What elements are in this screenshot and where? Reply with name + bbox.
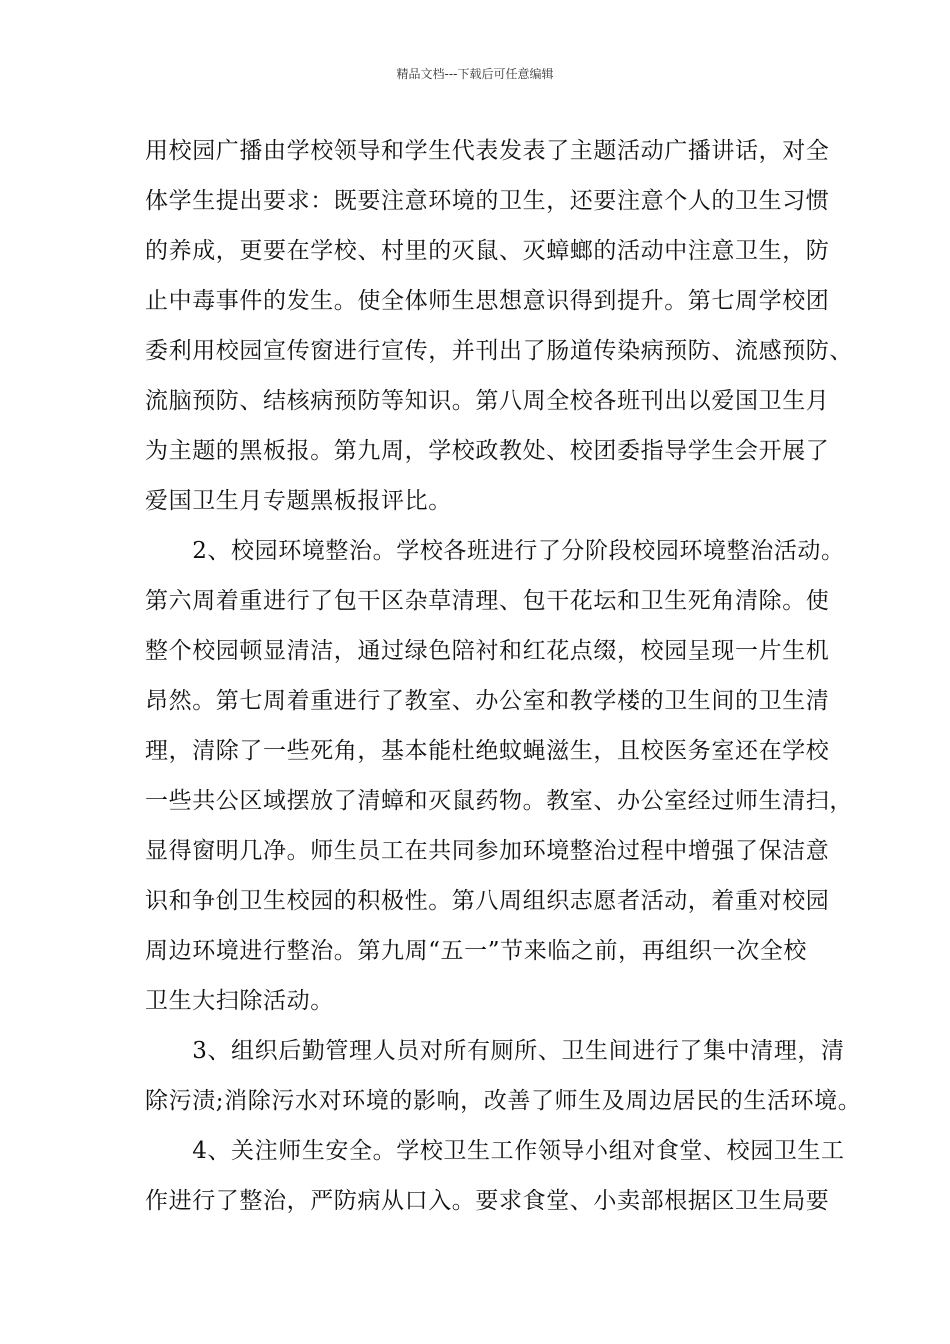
text-line: 委利用校园宣传窗进行宣传，并刊出了肠道传染病预防、流感预防、 (145, 338, 853, 364)
text-line: 爱国卫生月专题黑板报评比。 (145, 488, 452, 514)
text-line: 4、关注师生安全。学校卫生工作领导小组对食堂、校园卫生工 (145, 1138, 845, 1164)
text-line: 整个校园顿显清洁，通过绿色陪衬和红花点缀，校园呈现一片生机 (145, 638, 830, 664)
text-line: 为主题的黑板报。第九周，学校政教处、校团委指导学生会开展了 (145, 438, 830, 464)
text-line: 2、校园环境整治。学校各班进行了分阶段校园环境整治活动。 (145, 538, 845, 564)
text-line: 3、组织后勤管理人员对所有厕所、卫生间进行了集中清理，清 (145, 1038, 845, 1064)
text-line: 昂然。第七周着重进行了教室、办公室和教学楼的卫生间的卫生清 (145, 688, 830, 714)
text-line: 止中毒事件的发生。使全体师生思想意识得到提升。第七周学校团 (145, 288, 830, 314)
text-line: 识和争创卫生校园的积极性。第八周组织志愿者活动，着重对校园 (145, 888, 830, 914)
text-line: 体学生提出要求：既要注意环境的卫生，还要注意个人的卫生习惯 (145, 188, 830, 214)
text-line: 流脑预防、结核病预防等知识。第八周全校各班刊出以爱国卫生月 (145, 388, 830, 414)
text-line: 显得窗明几净。师生员工在共同参加环境整治过程中增强了保洁意 (145, 838, 830, 864)
page-header: 精品文档---下载后可任意编辑 (396, 67, 554, 81)
text-line: 理，清除了一些死角，基本能杜绝蚊蝇滋生，且校医务室还在学校 (145, 738, 830, 764)
text-line: 第六周着重进行了包干区杂草清理、包干花坛和卫生死角清除。使 (145, 588, 830, 614)
text-line: 的养成，更要在学校、村里的灭鼠、灭蟑螂的活动中注意卫生，防 (145, 238, 830, 264)
text-line: 用校园广播由学校领导和学生代表发表了主题活动广播讲话，对全 (145, 138, 830, 164)
text-line: 卫生大扫除活动。 (145, 988, 334, 1014)
text-line: 周边环境进行整治。第九周“五一”节来临之前，再组织一次全校 (145, 938, 807, 964)
text-line: 一些共公区域摆放了清蟑和灭鼠药物。教室、办公室经过师生清扫， (145, 788, 853, 814)
text-line: 除污渍;消除污水对环境的影响，改善了师生及周边居民的生活环境。 (145, 1088, 862, 1114)
body-text (145, 126, 862, 1226)
text-line: 作进行了整治，严防病从口入。要求食堂、小卖部根据区卫生局要 (145, 1188, 830, 1214)
